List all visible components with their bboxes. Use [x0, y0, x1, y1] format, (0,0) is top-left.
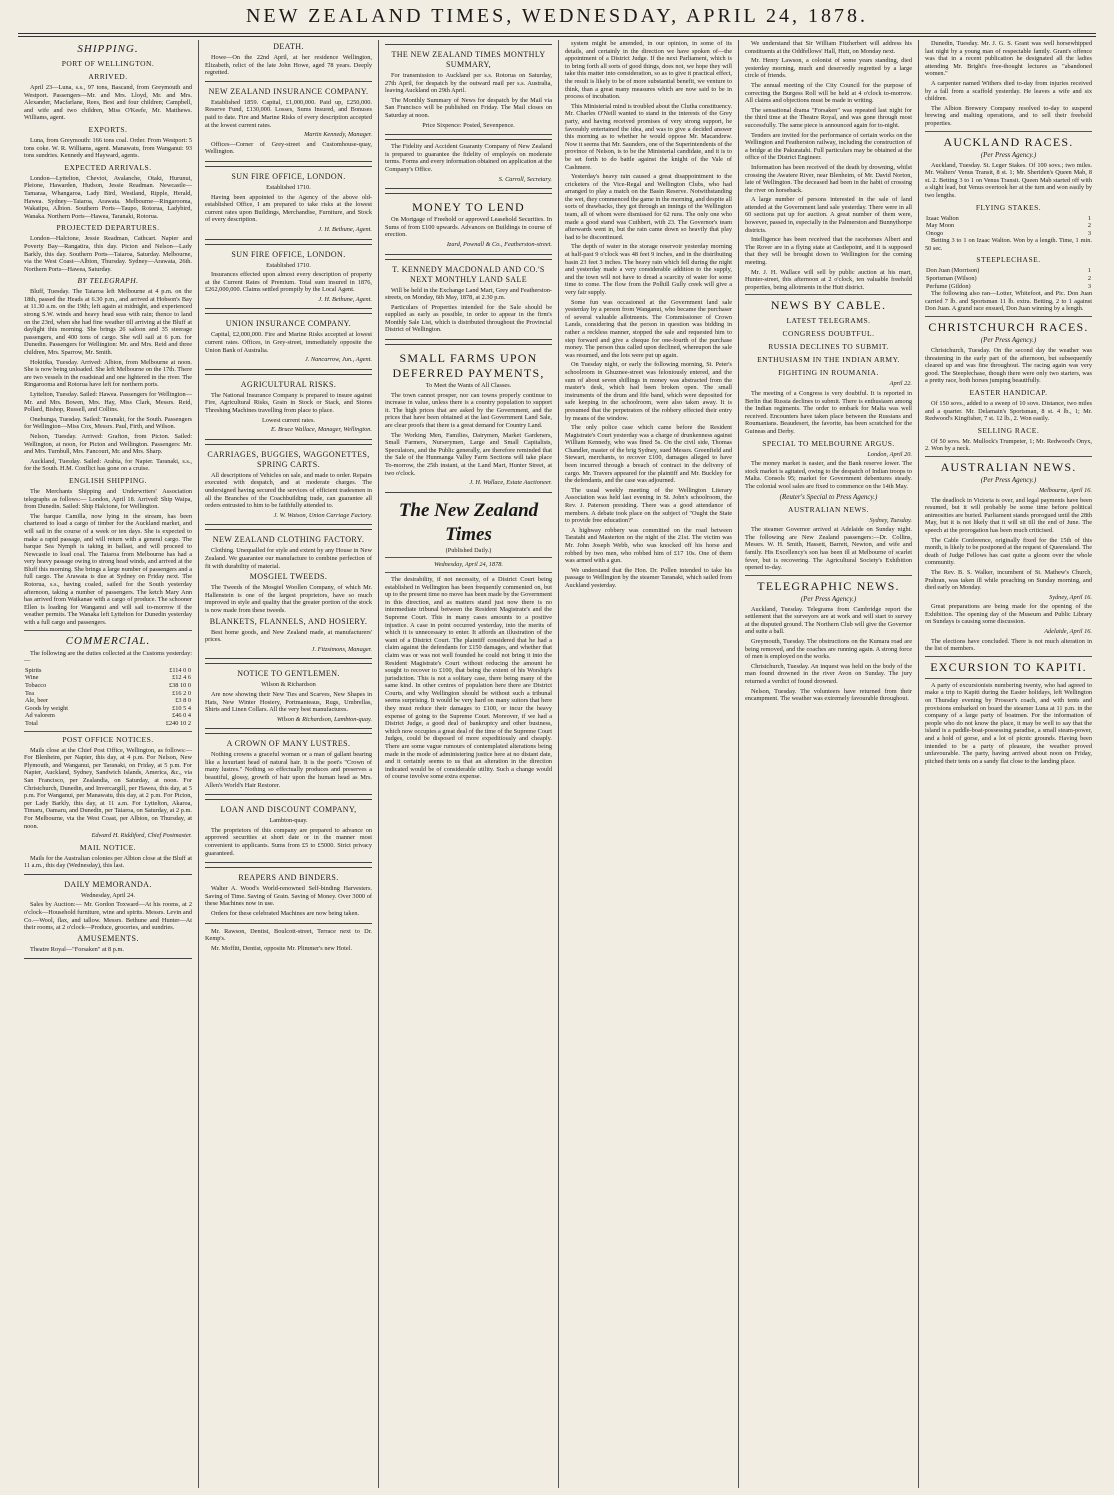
- shipping-heading: SHIPPING.: [77, 43, 139, 55]
- lyttelton-text: Lyttelton, Tuesday. Sailed: Hawea. Passengers for Wellington—Mr. and Mrs. Bowen, Mrs. Hay, Miss Clark, Messrs. Reid, Pollard, Bishop, Russell, and Collins.: [24, 391, 192, 414]
- flying-stakes-row-label: Onogo: [926, 229, 944, 237]
- agricultural-risks-text: The National Insurance Company is prepared to insure against Fire, Agricultural Risks, Grain in Stock or Stack, and Stores Threshing Machines travelling from place to place.: [205, 391, 372, 415]
- editorial-text-10: We understand that the Hon. Dr. Pollen intended to take his passage to Wellington by the steamer Taranaki, which sailed from Auckland yesterday.: [565, 566, 732, 589]
- dentist-rawson-ad: Mr. Rawson, Dentist, Boulcott-street, Terrace next to Dr. Kemp's.: [205, 927, 372, 943]
- selling-race-text: Of 50 sovs. Mr. Mullock's Trumpeter, 1; Mr. Redwood's Onyx, 2. Won by a neck.: [925, 437, 1092, 453]
- carriages-ad: [205, 444, 372, 526]
- loan-discount-heading: LOAN AND DISCOUNT COMPANY,: [220, 805, 357, 815]
- steeplechase-row: [925, 283, 1092, 291]
- australian-news-text: The steamer Governor arrived at Adelaide on Sunday night. The following are New Zealand passengers:—Dr. Collins, Messrs. W. H. Smith, Hassett, Barrett, Newton, and wife and family. His Excellency's son has been ill at Melbourne of scarlet fever, but is recovering. The Agricultural Society's Exhibition opened to-day.: [745, 526, 912, 572]
- kapiti-excursion-heading: EXCURSION TO KAPITI.: [930, 659, 1087, 674]
- duty-row: [24, 690, 192, 698]
- sun-fire-signature: J. H. Bethune, Agent.: [318, 225, 372, 233]
- column-1: [18, 40, 198, 1488]
- departures-heading: PROJECTED DEPARTURES.: [56, 223, 160, 233]
- flying-stakes-row: [925, 230, 1092, 238]
- divider: [24, 630, 192, 631]
- australian-news-date: Sydney, Tuesday.: [869, 516, 912, 524]
- small-farms-text: The town cannot prosper, nor can towns properly continue to increase in value, unless there is a country population to support it. The high prices that are asked by the Government, and the prices that have been obtained at the last Government Land Sale, are clear proofs that there is a great demand for Country Land.: [385, 391, 552, 430]
- land-sale-text-2: Particulars of Properties intended for the Sale should be supplied as early as possible, in order to appear in the firm's Monthly Sale List, which is distributed throughout the Provincial District of Wellington.: [385, 303, 552, 334]
- flying-stakes-row: [925, 215, 1092, 223]
- gentlemen-notice-heading: NOTICE TO GENTLEMEN.: [237, 669, 340, 679]
- leader-title: The New Zealand Times: [398, 499, 539, 545]
- onehunga-text: Onehunga, Tuesday. Sailed: Taranaki, for the South. Passengers for Wellington—Miss Cox, Messrs. Paul, Firth, and Wilson.: [24, 415, 192, 431]
- mail-notice-heading: MAIL NOTICE.: [79, 842, 137, 852]
- land-sale-heading: T. KENNEDY MACDONALD AND CO.'S NEXT MONTHLY LAND SALE: [392, 264, 545, 284]
- steeplechase-table: [925, 267, 1092, 290]
- reapers-binders-ad: [205, 867, 372, 923]
- fidelity-signature: S. Carroll, Secretary.: [498, 175, 552, 183]
- loan-discount-sub: Lambton-quay.: [269, 817, 308, 825]
- sun-fire-heading-2: SUN FIRE OFFICE, LONDON.: [231, 249, 346, 259]
- english-shipping-text: The Merchants Shipping and Underwriters' Association telegraphs as follows:— London, April 18. Arrived: Ship Waipa, from Dunedin. Sailed: Ship Halcione, for Wellington.: [24, 487, 192, 511]
- clothing-factory-text: Clothing. Unequalled for style and extent by any House in New Zealand. We guarantee our manufacture to combine perfection of fit with durability of material.: [205, 547, 372, 570]
- reapers-binders-text: Walter A. Wood's World-renowned Self-binding Harvesters. Saving of Time. Saving of Grain. Saving of Money. Over 3000 of these Machines now in use.: [205, 885, 372, 908]
- nz-insurance-text: Established 1859. Capital, £1,000,000. Paid up, £250,000. Reserve Fund, £130,000. Losses, Sums Insured, and Bonuses paid to date. Fire and Marine Risks of every description accepted at the lowest current rates.: [205, 98, 372, 129]
- flying-stakes-heading: FLYING STAKES.: [975, 202, 1042, 212]
- cable-sub-5: FIGHTING IN ROUMANIA.: [778, 368, 879, 378]
- duty-row: [24, 667, 192, 675]
- loan-discount-ad: [205, 799, 372, 863]
- gentlemen-notice-text: Are now showing their New Ties and Scarves, New Shapes in Hats, New Winter Hosiery, Portmanteaus, Rugs, Umbrellas, Shirts and Linen Collars. All the very best manufactures.: [205, 690, 372, 714]
- crown-lustres-ad: [205, 733, 372, 795]
- australian-news-date-2: Melbourne, April 16.: [1038, 486, 1092, 494]
- death-notice: Howe—On the 22nd April, at her residence Wellington, Elizabeth, relict of the late John Howe, aged 78 years. Deeply regretted.: [205, 54, 372, 77]
- duty-row: [24, 705, 192, 713]
- auckland-races-text: Auckland, Tuesday. St. Leger Stakes. Of 100 sovs.; two miles. Mr. Walters' Venus Transit, 8 st. 1; Mr. Sheriden's Queen Mab, 8 st. 2. Betting 3 to 1 on Venus Transit. Queen Mab started off with a slight lead, but Venus overtook her at the turn and won easily by two lengths.: [925, 161, 1092, 199]
- clothing-factory-heading: NEW ZEALAND CLOTHING FACTORY.: [212, 535, 365, 545]
- cable-sub-1: LATEST TELEGRAMS.: [786, 316, 871, 326]
- sun-fire-established-2: Established 1710.: [266, 261, 311, 269]
- cable-news-heading: NEWS BY CABLE.: [770, 298, 887, 313]
- editorial-text-9: A highway robbery was committed on the road between Taratahi and Masterton on the night of the 21st. The victim was Mr. John Joseph Webb, who was knocked off his horse and robbed by two men, who robbed him of £17 10s. One of them was armed with a gun.: [565, 526, 732, 565]
- memoranda-box: [24, 874, 192, 960]
- union-insurance-text: Capital, £2,000,000. Fire and Marine Risks accepted at lowest current rates. Offices, in Grey-street, immediately opposite the Union Bank of Australia.: [205, 331, 372, 354]
- local-text-1: We understand that Sir William Fitzherbert will address his constituents at the Oddfellows' Hall, Hutt, on Monday next.: [745, 40, 912, 55]
- telegraphic-text-1: Auckland, Tuesday. Telegrams from Cambridge report the settlement that the surveyors are at work and will start to survey at the disputed ground. The Northern Club will give the Governor and suite a ball.: [745, 605, 912, 636]
- money-to-lend-text: On Mortgage of Freehold or approved Leasehold Securities. In Sums of from £100 upwards. Advances on Buildings in course of erection.: [385, 216, 552, 239]
- editorial-text-3: Yesterday's heavy rain caused a great disappointment to the cricketers of the Vice-Regal and Wellington Clubs, who had arranged to play a match on the Basin Reserve. Notwithstanding the wet, they commenced the game in the morning, and despite all sorts of drawbacks, they got through an innings of the Wellington team, all of whom were dismissed for 62 runs. The only one who made a good stand was Cuthbert, with 23. The Governor's team afterwards went in, but the rain came down so heavily that play had to be discontinued.: [565, 173, 732, 241]
- duty-row-value: £3 8 0: [175, 697, 191, 705]
- union-insurance-signature: J. Nancarrow, Jun., Agent.: [304, 356, 372, 364]
- clothing-factory-ad: [205, 529, 372, 659]
- divider: [925, 678, 1092, 679]
- sydney-date: Sydney, April 16.: [1049, 593, 1092, 601]
- duty-row: [24, 720, 192, 728]
- agricultural-risks-rates: Lowest current rates.: [262, 416, 315, 424]
- melbourne-argus-date: London, April 20.: [867, 450, 912, 458]
- divider: [385, 572, 552, 573]
- column-3: [378, 40, 558, 1488]
- flying-stakes-row-value: 2: [1087, 222, 1091, 230]
- expected-heading: EXPECTED ARRIVALS.: [64, 162, 152, 172]
- local-text-5: Tenders are invited for the performance of certain works on the Wellington and Featherston railway, including the construction of a bridge at the Pakuratahi. Full particulars may be obtained at the office of the District Engineer.: [745, 131, 912, 162]
- newspaper-title: NEW ZEALAND TIMES, WEDNESDAY, APRIL 24, 1878.: [245, 5, 869, 27]
- reuter-heading: (Reuter's Special to Press Agency.): [779, 492, 878, 501]
- post-office-signature: Edward H. Riddiford, Chief Postmaster.: [91, 832, 192, 840]
- sun-fire-text-2: Insurances effected upon almost every description of property at the Current Rates of Premium. Total sum insured in 1876, £262,000,000. Claims settled promptly by the Local Agent.: [205, 271, 372, 294]
- money-to-lend-ad: [385, 193, 552, 254]
- steeplechase-row-label: Sportsman (Wilson): [926, 275, 977, 283]
- small-farms-sub: To Meet the Wants of All Classes.: [425, 382, 512, 390]
- cable-sub-3: RUSSIA DECLINES TO SUBMIT.: [768, 342, 889, 352]
- melbourne-argus-heading: SPECIAL TO MELBOURNE ARGUS.: [762, 438, 895, 448]
- divider: [925, 656, 1092, 657]
- duty-row: [24, 697, 192, 705]
- newspaper-columns: [18, 40, 1098, 1488]
- telegraphic-text-4: Nelson, Tuesday. The volunteers have returned from their encampment. The weather was extremely favourable throughout.: [745, 687, 912, 703]
- crown-lustres-text: Nothing crowns a graceful woman or a man of gallant bearing like a luxuriant head of natural hair. It is the poet's "Crown of many lustres." Nothing so effectually produces and preserves a beautiful, glossy, growth of hair upon the human head as Mrs. Allen's World's Hair Restorer.: [205, 751, 372, 789]
- auckland-races-sub: (Per Press Agency.): [980, 150, 1037, 159]
- steeplechase-row-value: 3: [1087, 282, 1091, 290]
- kapiti-excursion-text: A party of excursionists numbering twenty, who had agreed to make a trip to Kapiti during the Easter holidays, left Wellington on Thursday evening by Prosser's coach, and with tents and provisions embarked on board the steamer Luna at 11 p.m. in the company of a large party of boatmen. For the information of people who do not know the place, it may be well to say that the island is a paddle-boat-possessing paradise, a small steam-power, and a hold of gorse, and a lot of picnic grounds. Having been intended to be a party of pleasure, the weather proved unfavourable. The party, having arrived about noon on Friday, pitched their tents on a sandy flat close to the landing place.: [925, 681, 1092, 765]
- expected-text: London—Lyttelton, Cheviot, Avalanche, Otaki, Hurunui, Pleione, Hawarden, Hudson, Jessie Readman. Newcastle—Tamaraa, Whangaroa, Lady Bird, Westland, Ripple, Herald, Hawea. Sydney—Taiaroa, Arawata. Melbourne—Ringarooma, Wakatipu, Albion. Southern Ports—Taupo, Rotorua, Ladybird, Wanaka. Northern Ports—Hawea, Taranaki, Rotorua.: [24, 174, 192, 220]
- divider: [925, 131, 1092, 132]
- editorial-text-6: On Tuesday night, or early the following morning, St. Peter's schoolroom in Ghuznee-street was feloniously entered, and the sum of about seven shillings in money was abstracted from the master's desk, which had been broken open. The small instruments of the drum and fife band, which were deposited for safe keeping in the schoolroom, were also taken away. It is presumed that the perpetrators of the robbery effected their entry by means of the window.: [565, 361, 732, 422]
- duty-row-label: Wine: [25, 674, 39, 682]
- shipping-body-text: The barque Camilla, now lying in the stream, has been chartered to load a cargo of timber for the Auckland market, and will sail in the course of a week or ten days. She is expected to make a rapid passage, and will return with a general cargo. The barque Sea Nymph is taking in ballast, and will proceed to Newcastle to load coal. The Taiaroa from Melbourne has had a very heavy passage owing to strong head winds, and arrived at the Bluff this morning. She brings a large number of passengers and a full cargo. The Arawata is due at Sydney on Friday next. The Rotorua, s.s., having coaled, sailed for the South yesterday afternoon, taking a number of passengers. The ketch Mary Ann has arrived from Waikanae with a cargo of produce. The schooner Ellen is loading for Wanganui and will sail to-morrow if the weather permits. The Wanaka left Lyttelton for Dunedin yesterday with a full cargo and passengers.: [24, 512, 192, 627]
- masthead-rule-2: [18, 36, 1096, 37]
- dunedin-text-1: A carpenter named Withers died to-day from injuries received by a fall from a scaffold yesterday. He leaves a wife and six children.: [925, 79, 1092, 103]
- monthly-summary-text-2: The Monthly Summary of News for despatch by the Mail via San Francisco will be published on Friday. The Mail closes on Saturday at noon.: [385, 96, 552, 119]
- fidelity-text: The Fidelity and Accident Guaranty Company of New Zealand is prepared to guarantee the fidelity of employés on moderate terms. Forms and every information obtained on application at the Company's Office.: [385, 143, 552, 173]
- agricultural-risks-ad: [205, 374, 372, 440]
- gentlemen-notice-ad: [205, 663, 372, 729]
- sun-fire-ad-2: [205, 244, 372, 310]
- editorial-text-4: The depth of water in the storage reservoir yesterday morning at half-past 9 o'clock was 48 feet 9 inches, and in the distributing basin 23 feet 3 inches. The heavy rain which fell during the night and yesterday made a very considerable addition to the supply, and the town will not have to dread a scarcity of water for some time to come. The flow from the Polhill Gully creek will give a very fair supply.: [565, 243, 732, 296]
- duties-table: [24, 667, 192, 728]
- auckland-races-heading: AUCKLAND RACES.: [943, 134, 1074, 149]
- easter-handicap-text: Of 150 sovs., added to a sweep of 10 sovs. Distance, two miles and a quarter. Mr. Delamain's Sportsman, 8 st. 4 lb., 1; Mr. Redwood's Kingfisher, 7 st. 12 lb., 2. Won easily.: [925, 400, 1092, 423]
- masthead-rule: [18, 33, 1096, 34]
- mail-notice-text: Mails for the Australian colonies per Albion close at the Bluff at 11 a.m., this day (Wednesday), this last.: [24, 854, 192, 870]
- leader-subtitle: (Published Daily.): [445, 546, 492, 554]
- money-to-lend-signature: Izard, Pownall & Co., Featherston-street.: [446, 240, 552, 248]
- departures-text: London—Halcione, Jessie Readman, Cathcart. Napier and Poverty Bay—Rangatira, this day. Picton and Nelson—Lady Barkly, this day. Southern Ports—Taiaroa, Saturday. Melbourne, via the West Coast—Albion, Thursday. Sydney—Arawata, 26th. Northern Ports—Hawea, Saturday.: [24, 235, 192, 273]
- land-sale-text: Will be held in the Exchange Land Mart, Grey and Featherston-streets, on Monday, 6th May, 1878, at 2.30 p.m.: [385, 286, 552, 302]
- christchurch-races-sub: (Per Press Agency.): [980, 336, 1037, 345]
- land-sale-ad: [385, 259, 552, 341]
- duty-row-value: £46 0 4: [172, 712, 191, 720]
- post-office-heading: POST OFFICE NOTICES.: [62, 734, 154, 744]
- duty-row: [24, 682, 192, 690]
- telegraphic-text-3: Christchurch, Tuesday. An inquest was held on the body of the man found drowned in the river Avon on Sunday. The jury returned a verdict of found drowned.: [745, 662, 912, 686]
- duty-row-label: Goods by weight: [25, 704, 69, 712]
- masthead: [0, 0, 1114, 34]
- divider: [385, 557, 552, 558]
- monthly-summary-heading: THE NEW ZEALAND TIMES MONTHLY SUMMARY,: [391, 50, 546, 69]
- steeplechase-row-label: Perfume (Gildon): [926, 282, 971, 290]
- reapers-binders-heading: REAPERS AND BINDERS.: [238, 873, 339, 883]
- memoranda-text: Sales by Auction:— Mr. Gordon Toxward—At his rooms, at 2 o'clock—Household furniture, wine and spirits. Messrs. Levin and Co.—Wool, flax, and tallow. Messrs. Bethune and Hunter—At their rooms, at 2 o'clock—Produce, groceries, and sundries.: [24, 901, 192, 932]
- exports-text: Luna, from Greymouth: 166 tons coal. Order. From Westport: 5 tons coke. W. R. Williams, agent. Manawatu, from Wanganui: 93 tons sundries. Kennedy and Hayward, agents.: [24, 136, 192, 160]
- sun-fire-ad: [205, 166, 372, 240]
- flying-stakes-text: Betting 3 to 1 on Izaac Walton. Won by a length. Time, 1 min. 50 sec.: [925, 237, 1092, 252]
- australian-news-sub-2: (Per Press Agency.): [980, 475, 1037, 484]
- monthly-summary-ad: [385, 44, 552, 135]
- steeplechase-row-value: 1: [1087, 267, 1091, 275]
- monthly-summary-price: Price Sixpence: Posted, Sevenpence.: [422, 121, 515, 129]
- flying-stakes-row: [925, 222, 1092, 230]
- mosgiel-text: The Tweeds of the Mosgiel Woollen Company, of which Mr. Hallenstein is one of the largest proprietors, have so much improved in style and quality that the greater portion of the stock is now made from these tweeds.: [205, 584, 372, 614]
- telegraph-text: Bluff, Tuesday. The Taiaroa left Melbourne at 4 p.m. on the 18th, passed the Heads at 6.30 p.m., and arrived at Hobson's Bay at 11.30 a.m. on the 19th; left again at midnight, and experienced strong S.W. winds and heavy head seas with rain; thence to land on the 23rd, when she had fine weather till arriving at the Bluff at daylight this morning. She brings 26 saloon and 35 steerage passengers, and 400 tons of cargo. She will sail at 6 p.m. for Dunedin. Passengers for Wellington: Mr. and Mrs. Reid and three children, Mrs. Sparrow, Mr. Smith.: [24, 288, 192, 357]
- hokitika-text: Hokitika, Tuesday. Arrived: Albion, from Melbourne at noon. She is now being unloaded. She left Melbourne on the 17th. There are two vessels in the roadstead and one lightered in the river. The Ringarooma and Rotorua have left for northern ports.: [24, 358, 192, 389]
- australian-news-text-2: The deadlock in Victoria is over, and legal payments have been resumed, but it will probably be some time before political animosities are buried. Parliament stands prorogued until the 28th May, but it is not likely that it will sit till the end of June. The speech at the prorogation has been much criticised.: [925, 496, 1092, 534]
- sun-fire-established: Established 1710.: [266, 183, 311, 191]
- duty-row-label: Spirits: [25, 666, 42, 674]
- mosgiel-heading: MOSGIEL TWEEDS.: [249, 572, 328, 582]
- local-text-8: Intelligence has been received that the racehorses Albert and The Rover are in a flying state at Castlepoint, and it is supposed that they will be brought down to Wellington for the coming meeting.: [745, 236, 912, 267]
- divider: [745, 575, 912, 576]
- dunedin-text-2: The Albion Brewery Company resolved to-day to suspend brewing and malting operations, and to sell their freehold properties.: [925, 104, 1092, 127]
- agricultural-risks-heading: AGRICULTURAL RISKS.: [240, 379, 337, 389]
- australian-news-heading: AUSTRALIAN NEWS.: [788, 504, 869, 514]
- small-farms-text-2: The Working Men, Families, Dairymen, Market Gardeners, Small Farmers, Nurserymen, Large and Small Capitalists, Speculators, and the Public generally, are therefore reminded that the Sale of the Hunmanga Valley Farm Sections will take place To-morrow, the 25th instant, at the Land Mart, Hunter Street, at two o'clock.: [385, 431, 552, 477]
- english-shipping-heading: ENGLISH SHIPPING.: [68, 475, 148, 485]
- nelson-text: Nelson, Tuesday. Arrived: Grafton, from Picton. Sailed: Wellington, at noon, for Picton and Wellington. Passengers: Mr. and Mrs. Turnbull, Mrs. Fancourt, Mr. and Mrs. Sharp.: [24, 432, 192, 456]
- reapers-binders-orders: Orders for these celebrated Machines are now being taken.: [211, 910, 360, 917]
- editorial-text-5: Some fun was occasioned at the Government land sale yesterday by a person from Wanganui, who became the purchaser of several valuable allotments. The Commissioner of Crown Lands, considering that the person in question was bidding in rather a reckless manner, stopped the sale and requested him to step forward and give a cheque for one-fourth of the purchase money. The person thus called upon declined, whereupon the sale was resumed, and the lots were put up again.: [565, 298, 732, 359]
- leader-date: Wednesday, April 24, 1878.: [434, 561, 503, 569]
- column-6: [918, 40, 1098, 1488]
- duty-row-value: £10 5 4: [172, 704, 191, 712]
- steeplechase-text: The following also ran—Lotter, Whitefoot, and Pic. Don Juan carried 7 lb. and Sportsman 11 lb. extra. Betting, 2 to 1 against Don Juan. A grand race ensued, Don Juan winning by a length.: [925, 290, 1092, 313]
- divider: [745, 294, 912, 295]
- union-insurance-ad: [205, 313, 372, 369]
- blankets-text: Best home goods, and New Zealand made, at manufacturers' prices.: [205, 628, 372, 644]
- editorial-text-1: system might be amended, in our opinion, in some of its details, and certainly in the direction we have spoken of—the appointment of a District Judge. If the next Parliament, which is to bring forth all sorts of good things, does not, we hope they will take this matter into consideration, so as to give it practical effect, the result is likely to be of more substantial benefit, we venture to think, than a great many measures which are now said to be in process of incubation.: [565, 40, 732, 101]
- steeplechase-row-value: 2: [1087, 275, 1091, 283]
- dentist-moffitt-ad: Mr. Moffitt, Dentist, opposite Mr. Plimmer's new Hotel.: [211, 944, 352, 952]
- amusements-text: Theatre Royal—"Forsaken" at 8 p.m.: [30, 945, 124, 953]
- steeplechase-heading: STEEPLECHASE.: [976, 255, 1041, 265]
- local-text-7: A large number of persons interested in the sale of land attended at the Government land sale yesterday. There were in all 60 sections put up for auction. A great number of them were, however, passed in, especially in the Palmerston and Bunnythorpe districts.: [745, 196, 912, 234]
- duty-row-label: Total: [25, 719, 38, 727]
- australian-news-text-4: The Rev. B. S. Walker, incumbent of St. Mathew's Church, Prahran, was taken ill while preaching on Sunday morning, and died early on Monday.: [925, 568, 1092, 592]
- australian-news-heading-2: AUSTRALIAN NEWS.: [940, 459, 1077, 474]
- steeplechase-row: [925, 275, 1092, 283]
- adelaide-text: The elections have concluded. There is not much alteration in the list of members.: [925, 637, 1092, 653]
- auckland-text: Auckland, Tuesday. Sailed: Arabia, for Napier. Taranaki, s.s., for the South. H.M. Conflict has gone on a cruise.: [24, 457, 192, 473]
- editorial-text-8: The usual weekly meeting of the Wellington Literary Association was held last evening in St. John's schoolroom, the Rev. J. Paterson presiding. There was a good attendance of members. A debate took place on the subject of "Ought the State to provide free education?": [565, 486, 732, 525]
- arrived-text: April 23—Luna, s.s., 97 tons, Bascand, from Greymouth and Westport. Passengers—Mr. and Mrs. Lloyd, Mr. and Mrs. Alexander, Macfarlane, Rees, Best and four children; Campbell, and wife and two children, Miss O'Keefe, Mr. Matthews. Williams, agent.: [24, 84, 192, 122]
- carriages-text: All descriptions of Vehicles on sale, and made to order. Repairs executed with despatch, and at moderate charges. The undersigned having secured the services of efficient tradesmen in all the Branches of the Coachbuilding trade, can guarantee all orders entrusted to him to be faithfully attended to.: [205, 471, 372, 510]
- post-office-text: Mails close at the Chief Post Office, Wellington, as follows:— For Blenheim, per Napier, this day, at 4 p.m. For Nelson, New Plymouth, and Wanganui, per Taranaki, on Friday, at 5 p.m. For Napier, Auckland, Sydney, Sandwich Islands, America, &c., via San Francisco, per Zealandia, on Saturday, at noon. For Christchurch, Dunedin, and Invercargill, per Hawea, this day, at 5 p.m. For Wanganui, per Manawatu, this day, at 2 p.m. For Picton, per Lady Barkly, this day, at 11 a.m. For Lyttelton, Akaroa, Timaru, Oamaru, and Dunedin, per Taiaroa, on Saturday, at 2 p.m. For Melbourne, via the West Coast, per Albion, on Thursday, at noon.: [24, 746, 192, 830]
- clothing-factory-signature: J. Fitzsimons, Manager.: [311, 645, 372, 653]
- cable-date: April 22.: [889, 380, 912, 388]
- amusements-heading: AMUSEMENTS.: [77, 933, 139, 943]
- memoranda-date: Wednesday, April 24.: [81, 891, 135, 899]
- arrived-heading: ARRIVED.: [88, 72, 128, 81]
- union-insurance-heading: UNION INSURANCE COMPANY.: [225, 319, 352, 329]
- cable-text: The meeting of a Congress is very doubtful. It is reported in Berlin that Russia declines to submit. There is enthusiasm among the Indian regiments. The order to embark for Malta was well received. Encounters have taken place between the Russians and Roumanians. Beaudesert, the favorite, has been scratched for the Guineas and Derby.: [745, 390, 912, 435]
- carriages-heading: CARRIAGES, BUGGIES, WAGGONETTES, SPRING CARTS.: [207, 449, 370, 469]
- local-text-2: Mr. Henry Lawson, a colonist of some years standing, died yesterday morning, much and deservedly regretted by a large circle of friends.: [745, 57, 912, 80]
- melbourne-argus-text: The money market is easier, and the Bank reserve lower. The stock market is agitated, owing to the despatch of Indian troops to Malta. Consols 95; market for Government debentures steady. The colonial wool sales are fixed to commence on the 14th May.: [745, 460, 912, 490]
- flying-stakes-row-label: Izaac Walton: [926, 214, 959, 222]
- duty-row-label: Ad valorem: [25, 712, 55, 720]
- small-farms-heading: SMALL FARMS UPON DEFERRED PAYMENTS,: [392, 351, 545, 381]
- agricultural-risks-signature: E. Bruce Wallace, Manager, Wellington.: [271, 426, 372, 434]
- nz-insurance-address: Offices—Corner of Grey-street and Customhouse-quay, Wellington.: [205, 140, 372, 156]
- duty-row-value: £16 2 0: [172, 689, 191, 697]
- nz-insurance-ad: [205, 81, 372, 162]
- port-heading: PORT OF WELLINGTON.: [61, 59, 155, 68]
- gentlemen-notice-signature: Wilson & Richardson, Lambton-quay.: [276, 715, 372, 723]
- flying-stakes-row-label: May Moon: [926, 222, 955, 230]
- selling-race-heading: SELLING RACE.: [977, 425, 1040, 435]
- flying-stakes-row-value: 3: [1087, 229, 1091, 237]
- crown-lustres-heading: A CROWN OF MANY LUSTRES.: [226, 739, 351, 749]
- commercial-heading: COMMERCIAL.: [65, 634, 151, 647]
- carriages-signature: J. W. Watson, Union Carriage Factory.: [273, 511, 372, 519]
- commercial-intro: The following are the duties collected at the Customs yesterday:—: [24, 649, 192, 665]
- auction-notice-text: Mr. J. H. Wallace will sell by public auction at his mart, Hunter-street, this afternoon at 2 o'clock, ten valuable freehold properties, being allotments in the Hutt district.: [745, 268, 912, 291]
- small-farms-signature: J. H. Wallace, Estate Auctioneer.: [469, 479, 552, 487]
- duty-row: [24, 712, 192, 720]
- sydney-text: Great preparations are being made for the opening of the Exhibition. The opening day of the Museum and Public Library on Sundays is causing some discussion.: [925, 603, 1092, 626]
- small-farms-ad: [385, 344, 552, 493]
- fidelity-ad: [385, 139, 552, 189]
- steeplechase-row: [925, 267, 1092, 275]
- christchurch-races-heading: CHRISTCHURCH RACES.: [928, 320, 1089, 335]
- duty-row-value: £38 10 0: [168, 682, 191, 689]
- death-heading: DEATH.: [273, 42, 304, 51]
- local-text-4: The sensational drama "Forsaken" was repeated last night for the third time at the Theatre Royal, and was gone through most successfully. The same piece is announced again for to-night.: [745, 106, 912, 129]
- monthly-summary-text: For transmission to Auckland per s.s. Rotorua on Saturday, 27th April, for despatch by the outward mail per s.s. Australia, leaving Auckland on 29th April.: [385, 72, 552, 95]
- duty-row-value: £12 4 6: [172, 674, 191, 682]
- steeplechase-row-label: Don Juan (Morrison): [926, 267, 980, 275]
- divider: [24, 731, 192, 732]
- sun-fire-text: Having been appointed to the Agency of the above old-established Office, I am prepared to take risks at the lowest current rates upon Buildings, Merchandise, Furniture, and Stock of every description.: [205, 193, 372, 224]
- christchurch-races-text: Christchurch, Tuesday. On the second day the weather was threatening in the early part of the afternoon, but subsequently cleared up and was fine throughout. The racing again was very good. The Steeplechase, though there were only two starters, was a pretty race, both horses jumping beautifully.: [925, 347, 1092, 385]
- telegraphic-news-heading: TELEGRAPHIC NEWS.: [757, 578, 900, 593]
- duty-row-label: Tobacco: [25, 682, 47, 689]
- sun-fire-heading: SUN FIRE OFFICE, LONDON.: [231, 171, 346, 181]
- column-4: [558, 40, 738, 1488]
- australian-news-text-3: The Cable Conference, originally fixed for the 15th of this month, is likely to be postponed at the request of Queensland. The death of Judge Fellows has cast quite a gloom over the whole community.: [925, 536, 1092, 567]
- dunedin-text: Dunedin, Tuesday. Mr. J. G. S. Grant was well horsewhipped last night by a young man of respectable family. Grant's offence was that in a recent publication he designated all the ladies attending Mr. Bright's free-thought lectures as "abandoned women.": [925, 40, 1092, 78]
- sun-fire-signature-2: J. H. Bethune, Agent.: [318, 295, 372, 303]
- editorial-text-7: The only police case which came before the Resident Magistrate's Court yesterday was a charge of drunkenness against William Kennedy, who was fined 5s. On the civil side, Thomas Chandler, master of the brig Sydney, sued Messrs. Greenfield and Stewart, merchants, to recover £100, damages alleged to have been incurred through a breach of contract in the delivery of cargo. Mr. Travers appeared for the plaintiff and Mr. Buckley for the defendants, and the case was adjourned.: [565, 424, 732, 485]
- cable-sub-2: CONGRESS DOUBTFUL.: [782, 329, 875, 339]
- blankets-heading: BLANKETS, FLANNELS, AND HOSIERY.: [209, 616, 368, 626]
- editorial-text-2: This Ministerial mind is troubled about the Clutha constituency. Mr. Charles O'Neill wanted to stand in the interests of the Grey party, and having received promises of very strong support, he favorably entertained the idea, and was to give a decided answer this morning as to whether he would oppose Mr. Macandrew. Now it seems that Mr. Saunders, one of the Superintendents of the province of Nelson, is to be the Ministerial candidate, and it is to be set forth to do battle against the knight of the Vale of Cashmere.: [565, 102, 733, 171]
- telegraphic-text-2: Greymouth, Tuesday. The obstructions on the Kumara road are being removed, and the coaches are running again. A strong force of men is employed on the works.: [745, 638, 912, 661]
- divider: [925, 316, 1092, 317]
- telegraph-heading: BY TELEGRAPH.: [77, 276, 139, 286]
- memoranda-heading: DAILY MEMORANDA.: [64, 879, 152, 889]
- column-2: [198, 40, 378, 1488]
- telegraphic-news-sub: (Per Press Agency.): [800, 594, 857, 603]
- duty-row-value: £114 0 0: [169, 666, 191, 674]
- duty-row-value: £240 10 2: [165, 719, 191, 727]
- divider: [925, 456, 1092, 457]
- money-to-lend-heading: MONEY TO LEND: [412, 200, 525, 215]
- local-text-6: Information has been received of the death by drowning, whilst crossing the Awatere River, near Blenheim, of Mr. David Norton, late of Wellington. The deceased had been in the habit of crossing the river on horseback.: [745, 163, 912, 194]
- loan-discount-text: The proprietors of this company are prepared to advance on approved securities at short date or in the manner most convenient to applicants. Sums from £5 to £5000. Strict privacy guaranteed.: [205, 826, 372, 857]
- column-5: [738, 40, 918, 1488]
- gentlemen-notice-firm: Wilson & Richardson: [261, 681, 316, 689]
- nz-insurance-signature: Martin Kennedy, Manager.: [304, 131, 372, 139]
- cable-sub-4: ENTHUSIASM IN THE INDIAN ARMY.: [757, 355, 900, 365]
- adelaide-date: Adelaide, April 16.: [1044, 628, 1092, 636]
- duty-row-label: Tea: [25, 689, 34, 697]
- easter-handicap-heading: EASTER HANDICAP.: [969, 388, 1048, 397]
- duty-row: [24, 674, 192, 682]
- nz-insurance-heading: NEW ZEALAND INSURANCE COMPANY.: [208, 86, 369, 96]
- duty-row-label: Ale, beer: [25, 697, 49, 705]
- leader-text: The desirability, if not necessity, of a District Court being established in Wellington has been frequently commented on, but up to the present time no move has been made by the Government in this direction, and as matters stand just now there is no intermediate tribunal between the Resident Magistrate's and the Supreme Court. This in many cases amounts to a positive injustice. A case in point occurred yesterday, into the merits of which it is unnecessary to enter. It affords an illustration of the want of a District Court. The plaintiff considered that he had a claim against the defendants for £150 damages, and whether that claim was or was not well founded he could not bring it into the Resident Magistrate's Court without reducing the amount he sought to recover to £100, that being the extent of his Worship's jurisdiction. This is not a solitary case, there being many of the same kind. In other centres of population here there are District Courts, and why Wellington should be without such a tribunal seems surprising. It would be very hard on many suitors that here they must reduce their damages to £100, or incur the heavy expense of going to the Supreme Court. Moreover, if we had a District Judge, a good deal of bankruptcy and other business, which now occupies a great deal of the time of the Supreme Court Judges, could be disposed of more expeditiously and cheaply. There are some vague rumours of contemplated alterations being made in the mode of administering justice here at no distant date, and it certainly seems to us that an alteration in the direction indicated would be of considerable utility. Such a change would of course involve some extra expense.: [385, 575, 552, 781]
- flying-stakes-row-value: 1: [1087, 214, 1091, 222]
- local-text-3: The annual meeting of the City Council for the purpose of correcting the Burgess Roll will be held at 4 o'clock to-morrow. All claims and objections must be made in writing.: [745, 81, 912, 105]
- exports-heading: EXPORTS.: [88, 124, 128, 134]
- flying-stakes-table: [925, 215, 1092, 238]
